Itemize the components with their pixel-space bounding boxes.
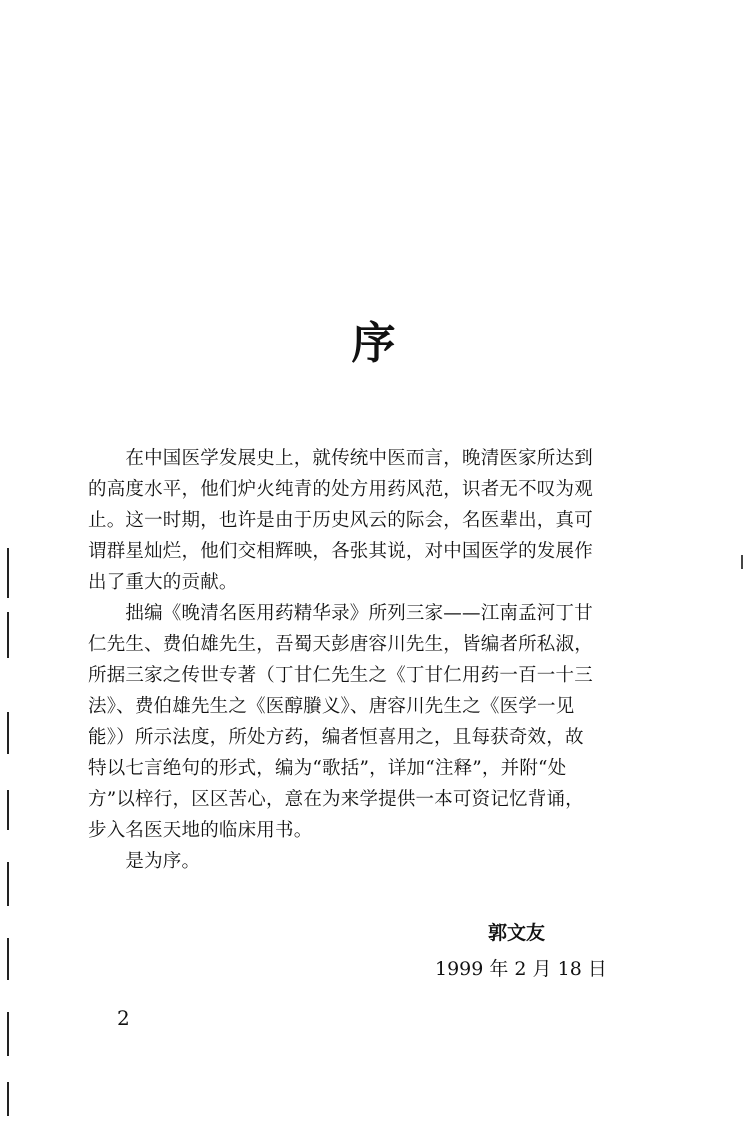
text-line: 法》、费伯雄先生之《医醇賸义》、唐容川先生之《医学一见: [88, 696, 575, 717]
scan-edge-mark: [7, 712, 9, 754]
text-line: 谓群星灿烂，他们交相辉映，各张其说，对中国医学的发展作: [88, 541, 593, 562]
text-line: 出了重大的贡献。: [88, 572, 238, 593]
scan-edge-mark: [741, 555, 743, 569]
text-line: 能》）所示法度，所处方药，编者恒喜用之，且每获奇效，故: [88, 727, 584, 748]
scan-edge-mark: [7, 1012, 9, 1056]
text-line: 特以七言绝句的形式，编为“歌括”，详加“注释”，并附“处: [88, 758, 567, 779]
text-line: 在中国医学发展史上，就传统中医而言，晚清医家所达到: [88, 448, 593, 469]
text-line: 步入名医天地的临床用书。: [88, 820, 313, 841]
scan-edge-mark: [7, 790, 9, 830]
preface-title: 序: [351, 318, 396, 369]
text-line: 的高度水平，他们炉火纯青的处方用药风范，识者无不叹为观: [88, 479, 593, 500]
text-line: 止。这一时期，也许是由于历史风云的际会，名医辈出，真可: [88, 510, 593, 531]
text-line: 方”以梓行，区区苦心，意在为来学提供一本可资记忆背诵，: [88, 789, 584, 810]
preface-body: [88, 443, 640, 877]
text-line: 拙编《晚清名医用药精华录》所列三家——江南孟河丁甘: [88, 603, 593, 624]
scan-edge-mark: [7, 548, 9, 598]
scan-edge-mark: [7, 612, 9, 658]
page-number: 2: [117, 1006, 130, 1030]
text-line: 是为序。: [88, 851, 201, 872]
scan-edge-mark: [7, 1082, 9, 1116]
scan-edge-mark: [7, 938, 9, 980]
author-signature: 郭文友: [488, 922, 546, 944]
text-line: 所据三家之传世专著（丁甘仁先生之《丁甘仁用药一百一十三: [88, 665, 593, 686]
scan-edge-mark: [7, 862, 9, 906]
signature-date: 1999 年 2 月 18 日: [435, 958, 607, 980]
text-line: 仁先生、费伯雄先生，吾蜀天彭唐容川先生，皆编者所私淑，: [88, 634, 593, 655]
